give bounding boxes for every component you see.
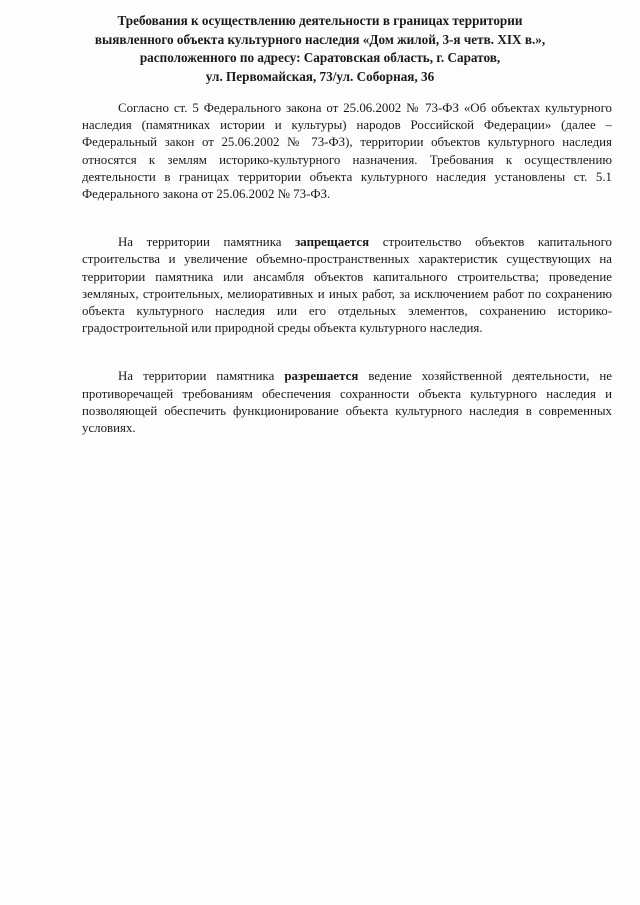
title-line: ул. Первомайская, 73/ул. Соборная, 36 <box>205 68 435 84</box>
title-line: выявленного объекта культурного наследия «Дом жилой, 3-я четв. XIX в.», <box>94 31 546 47</box>
paragraph-legal-basis: Согласно ст. 5 Федерального закона от 25.06.2002 № 73-ФЗ «Об объектах культурного наследия (памятниках истории и культуры) народов Российской Федерации» (далее – Федеральный закон от 25.06.2002 № 73-ФЗ), территории объектов культурного наследия относятся к землям историко-культурного назначения. Требования к осуществлению деятельности в границах территории объекта культурного наследия установлены ст. 5.1 Федерального закона от 25.06.2002 № 73-ФЗ. <box>82 101 612 202</box>
document-title <box>70 12 570 86</box>
emphasis-permitted: разрешается <box>284 369 359 384</box>
paragraph-text: ведение хозяйственной деятельности, не противоречащей требованиям обеспечения сохранности объекта культурного наследия и позволяющей обеспечить функционирование объекта культурного наследия в современных условиях. <box>82 369 613 436</box>
title-line: расположенного по адресу: Саратовская область, г. Саратов, <box>139 50 501 66</box>
paragraph-permitted <box>82 368 612 437</box>
paragraph-prohibited <box>82 234 612 337</box>
paragraph-text: На территории памятника <box>118 369 285 384</box>
document-body <box>82 100 612 468</box>
paragraph-text: строительство объектов капитального строительства и увеличение объемно-пространственных характеристик существующих на территории памятника или ансамбля объектов капитального строительства; проведение земляных, строительных, мелиоративных и иных работ, за исключением работ по сохранению объекта культурного наследия или его отдельных элементов, сохранению историко-градостроительной или природной среды объекта культурного наследия. <box>82 235 613 336</box>
title-line: Требования к осуществлению деятельности в границах территории <box>117 13 523 28</box>
paragraph-text: На территории памятника <box>118 235 296 250</box>
emphasis-prohibited: запрещается <box>295 235 370 250</box>
